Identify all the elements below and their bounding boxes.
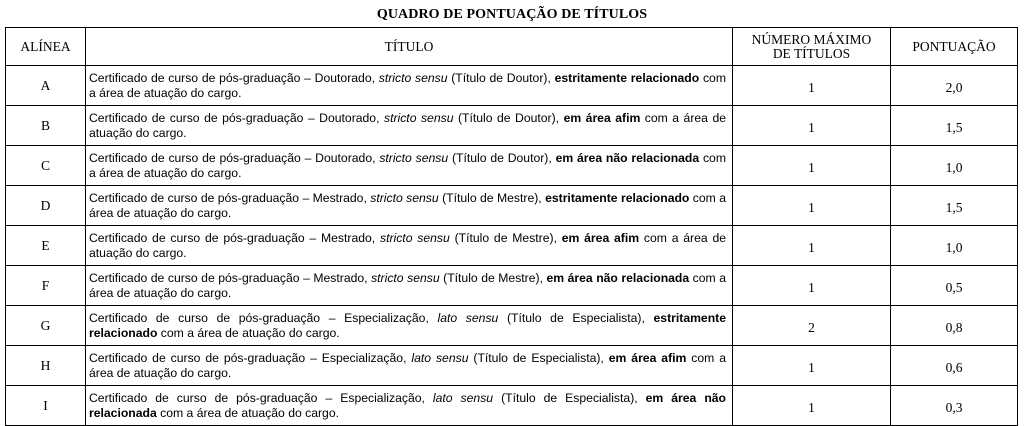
- table-row: [6, 306, 1018, 346]
- titulo-text-bold: estritamente relacionado: [89, 311, 726, 340]
- titulo-text-prefix: Certificado de curso de pós-graduação – Mestrado,: [89, 191, 371, 205]
- titulo-cell: [86, 346, 733, 386]
- titulo-text-mid: (Título de Mestre),: [438, 191, 546, 205]
- titulo-text-suffix: com a área de atuação do cargo.: [89, 191, 726, 220]
- titulo-cell: [86, 226, 733, 266]
- pontuacao-cell: 0,5: [891, 266, 1018, 306]
- titulo-text-prefix: Certificado de curso de pós-graduação – Especialização,: [89, 391, 433, 405]
- pontuacao-cell: 1,5: [891, 106, 1018, 146]
- titulo-text-mid: (Título de Doutor),: [453, 111, 564, 125]
- titulo-text-italic: stricto sensu: [379, 231, 450, 245]
- titulo-text-suffix: com a área de atuação do cargo.: [89, 151, 726, 180]
- titulo-cell: [86, 146, 733, 186]
- titulo-text-mid: (Título de Mestre),: [439, 271, 547, 285]
- titulo-text-italic: lato sensu: [437, 311, 499, 325]
- table-row: [6, 226, 1018, 266]
- titulo-text-mid: (Título de Especialista),: [493, 391, 646, 405]
- pontuacao-cell: 1,0: [891, 226, 1018, 266]
- titulo-text-italic: stricto sensu: [371, 271, 440, 285]
- titulo-text-italic: lato sensu: [432, 391, 494, 405]
- titulo-text-suffix: com a área de atuação do cargo.: [89, 351, 727, 380]
- numero-maximo-cell: 1: [733, 266, 891, 306]
- header-alinea: ALÍNEA: [6, 28, 86, 66]
- numero-maximo-cell: 1: [733, 346, 891, 386]
- titulo-text-bold: estritamente relacionado: [554, 71, 700, 85]
- titulo-cell: [86, 186, 733, 226]
- titulo-text-bold: em área afim: [563, 111, 641, 125]
- alinea-cell: E: [6, 226, 86, 266]
- alinea-cell: A: [6, 66, 86, 106]
- titulo-text-mid: (Título de Mestre),: [449, 231, 562, 245]
- titulo-text-italic: stricto sensu: [383, 111, 454, 125]
- alinea-cell: H: [6, 346, 86, 386]
- titulo-text-prefix: Certificado de curso de pós-graduação – Especialização,: [89, 351, 412, 365]
- pontuacao-cell: 1,0: [891, 146, 1018, 186]
- page-title: QUADRO DE PONTUAÇÃO DE TÍTULOS: [376, 7, 648, 22]
- titulo-text-prefix: Certificado de curso de pós-graduação – Doutorado,: [89, 111, 384, 125]
- header-numero-line1: NÚMERO MÁXIMO: [751, 31, 872, 47]
- header-pontuacao: PONTUAÇÃO: [891, 28, 1018, 66]
- titulo-text-mid: (Título de Especialista),: [468, 351, 609, 365]
- header-numero-maximo: [733, 28, 891, 66]
- titulo-cell: [86, 106, 733, 146]
- titulo-text-prefix: Certificado de curso de pós-graduação – Mestrado,: [89, 271, 372, 285]
- table-row: [6, 66, 1018, 106]
- numero-maximo-cell: 1: [733, 226, 891, 266]
- table-row: [6, 186, 1018, 226]
- table-row: [6, 266, 1018, 306]
- numero-maximo-cell: 1: [733, 66, 891, 106]
- alinea-cell: C: [6, 146, 86, 186]
- numero-maximo-cell: 1: [733, 186, 891, 226]
- table-row: [6, 346, 1018, 386]
- titulo-text-suffix: com a área de atuação do cargo.: [157, 325, 340, 340]
- titulo-text-bold: em área afim: [561, 231, 640, 245]
- titulo-text-italic: lato sensu: [411, 351, 469, 365]
- titulo-text-mid: (Título de Doutor),: [448, 151, 556, 165]
- titulo-text-suffix: com a área de atuação do cargo.: [89, 271, 726, 300]
- titulo-text-italic: stricto sensu: [378, 71, 448, 85]
- numero-maximo-cell: 1: [733, 386, 891, 426]
- score-table: [5, 27, 1018, 426]
- pontuacao-cell: 2,0: [891, 66, 1018, 106]
- titulo-text-suffix: com a área de atuação do cargo.: [89, 231, 727, 260]
- table-body: [6, 66, 1018, 426]
- titulo-text-italic: stricto sensu: [370, 191, 439, 205]
- numero-maximo-cell: 1: [733, 146, 891, 186]
- pontuacao-cell: 0,6: [891, 346, 1018, 386]
- titulo-text-suffix: com a área de atuação do cargo.: [156, 405, 340, 420]
- table-row: [6, 106, 1018, 146]
- titulo-text-prefix: Certificado de curso de pós-graduação – Mestrado,: [89, 231, 380, 245]
- alinea-cell: B: [6, 106, 86, 146]
- pontuacao-cell: 0,3: [891, 386, 1018, 426]
- alinea-cell: F: [6, 266, 86, 306]
- titulo-text-mid: (Título de Especialista),: [498, 311, 654, 325]
- titulo-text-bold: em área não relacionada: [546, 271, 690, 285]
- titulo-cell: [86, 306, 733, 346]
- table-row: [6, 146, 1018, 186]
- titulo-text-mid: (Título de Doutor),: [447, 71, 555, 85]
- titulo-text-prefix: Certificado de curso de pós-graduação – Doutorado,: [89, 71, 379, 85]
- titulo-text-bold: em área afim: [608, 351, 687, 365]
- titulo-text-prefix: Certificado de curso de pós-graduação – Especialização,: [89, 311, 438, 325]
- numero-maximo-cell: 1: [733, 106, 891, 146]
- titulo-text-suffix: com a área de atuação do cargo.: [89, 111, 726, 140]
- alinea-cell: G: [6, 306, 86, 346]
- table-row: [6, 386, 1018, 426]
- header-titulo: TÍTULO: [86, 28, 733, 66]
- numero-maximo-cell: 2: [733, 306, 891, 346]
- titulo-text-bold: estritamente relacionado: [545, 191, 690, 205]
- alinea-cell: D: [6, 186, 86, 226]
- titulo-text-prefix: Certificado de curso de pós-graduação – Doutorado,: [89, 151, 380, 165]
- pontuacao-cell: 0,8: [891, 306, 1018, 346]
- titulo-cell: [86, 266, 733, 306]
- titulo-text-italic: stricto sensu: [379, 151, 449, 165]
- titulo-text-bold: em área não relacionada: [89, 391, 726, 420]
- titulo-cell: [86, 386, 733, 426]
- header-numero-line2: DE TÍTULOS: [772, 45, 851, 61]
- titulo-text-suffix: com a área de atuação do cargo.: [89, 71, 726, 100]
- alinea-cell: I: [6, 386, 86, 426]
- titulo-text-bold: em área não relacionada: [555, 151, 700, 165]
- titulo-cell: [86, 66, 733, 106]
- pontuacao-cell: 1,5: [891, 186, 1018, 226]
- table-header-row: [6, 28, 1018, 66]
